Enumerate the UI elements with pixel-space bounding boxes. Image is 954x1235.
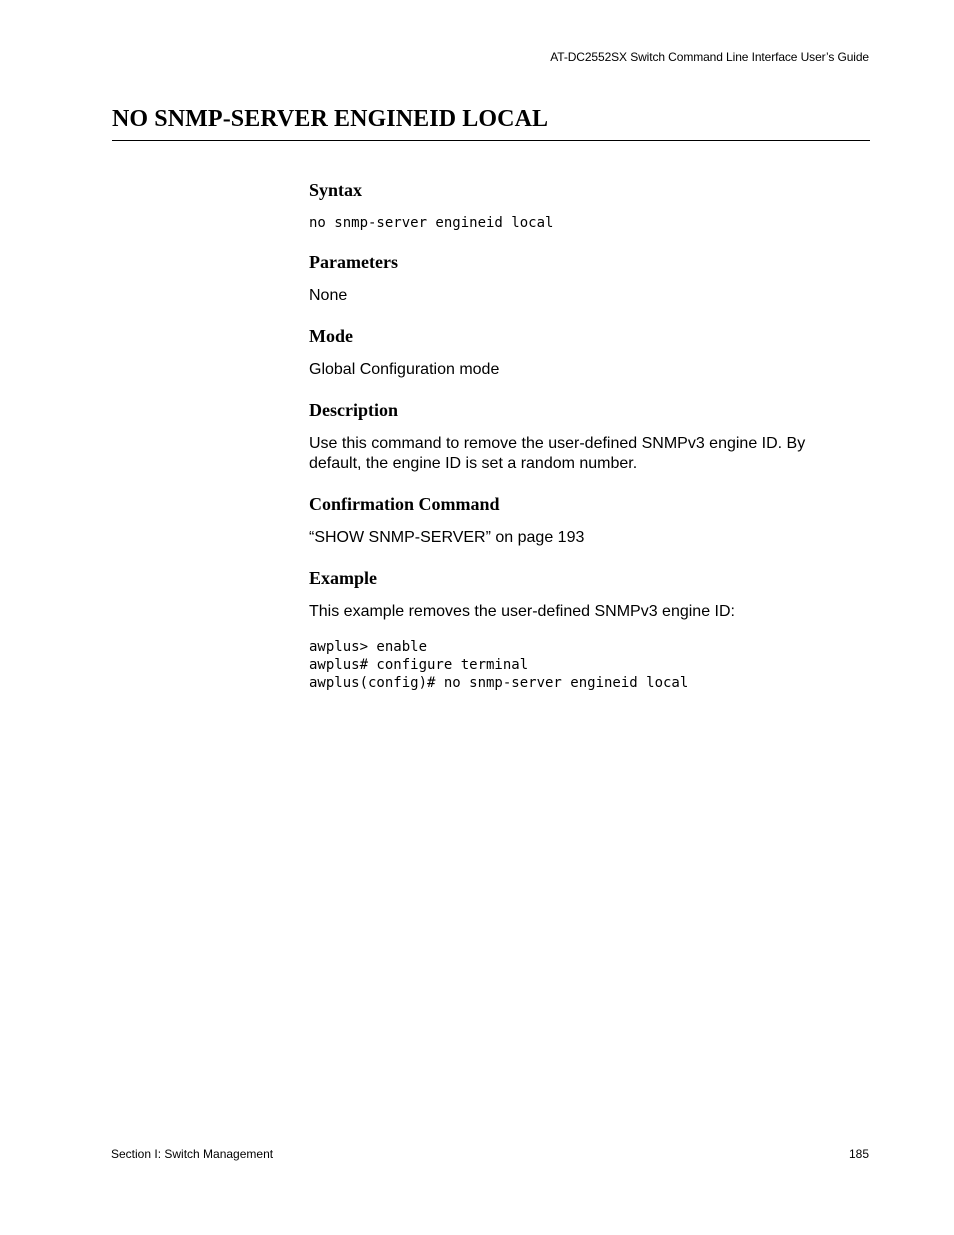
- footer-page-number: 185: [848, 1147, 869, 1161]
- title-rule: [112, 140, 870, 141]
- syntax-section: [309, 178, 854, 232]
- mode-text: Global Configuration mode: [309, 361, 500, 378]
- mode-heading: Mode: [309, 326, 353, 346]
- example-text: This example removes the user-defined SNMPv3 engine ID:: [309, 603, 735, 620]
- footer-section-label: Section I: Switch Management: [111, 1147, 274, 1161]
- command-content: [309, 178, 854, 692]
- example-code-line: awplus# configure terminal: [309, 657, 529, 673]
- mode-section: [309, 324, 854, 380]
- description-section: [309, 398, 854, 474]
- example-heading: Example: [309, 568, 378, 588]
- running-header: AT-DC2552SX Switch Command Line Interface User’s Guide: [550, 50, 869, 64]
- example-code-line: awplus> enable: [309, 639, 428, 655]
- parameters-heading: Parameters: [309, 252, 398, 272]
- confirmation-link[interactable]: “SHOW SNMP-SERVER” on page 193: [309, 529, 585, 546]
- example-code-line: awplus(config)# no snmp-server engineid local: [309, 675, 689, 691]
- example-section: [309, 566, 854, 692]
- syntax-heading: Syntax: [309, 180, 363, 200]
- description-text: Use this command to remove the user-defined SNMPv3 engine ID. By default, the engine ID is set a random number.: [309, 435, 806, 472]
- parameters-section: [309, 250, 854, 306]
- confirmation-heading: Confirmation Command: [309, 494, 500, 514]
- description-heading: Description: [309, 400, 398, 420]
- parameters-text: None: [309, 287, 348, 304]
- syntax-code: no snmp-server engineid local: [309, 215, 554, 231]
- page-title: NO SNMP-SERVER ENGINEID LOCAL: [112, 106, 549, 132]
- confirmation-section: [309, 492, 854, 548]
